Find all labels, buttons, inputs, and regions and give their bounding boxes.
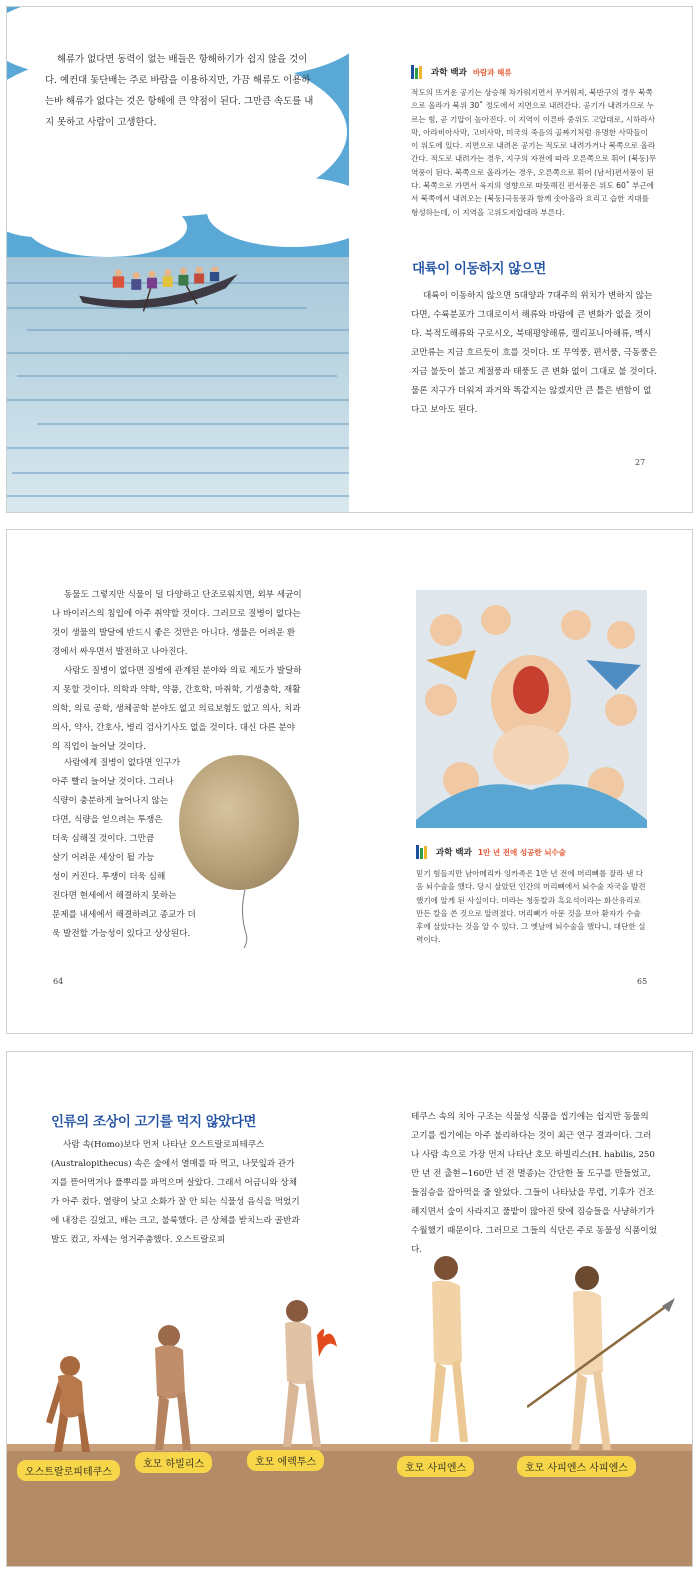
page-number-left: 64 (53, 977, 64, 986)
science-box-label: 과학 백과 (436, 848, 472, 858)
science-box-subtitle: 바람과 해류 (472, 67, 512, 77)
books-icon (416, 845, 430, 859)
homo-erectus-figure-icon (257, 1297, 347, 1457)
page-number-right: 65 (637, 977, 648, 986)
books-icon (411, 65, 425, 79)
science-box-text: 적도의 뜨거운 공기는 상승해 차가워지면서 무거워져, 북반구의 경우 북쪽으로 올라가 북위 30˚ 정도에서 지면으로 내려간다. 공기가 내려가므로 누르는 힘, 곧 기압이 높아진다. 이 지역이 이른바 중위도 고압대로, 시하라사막, 아라비아사막, 고비사막, 미국의 죽음의 골짜기처럼 유명한 사막들이 이 위도에 있다. 지면으로 내려온 공기는 적도로 내려가거나 북쪽으로 올라간다. 적도로 내려가는 경우, 지구의 자전에 따라 오른쪽으로 휘어 (북동)무역풍이 된다. 북쪽으로 올라가는 경우, 오른쪽으로 휘어 (남서)편서풍이 된다. 북쪽으로 가면서 육지의 영향으로 따뜻해진 편서풍은 위도 60˚ 부근에서 북쪽에서 내려오는 (북동)극동풍과 함께 솟아올라 흐리고 습한 지대를 형성하는데, 이 지역을 고위도저압대라 부른다. (411, 88, 657, 217)
continents-body: 대륙이 이동하지 않으면 5대양과 7대주의 위치가 변하지 않는다면, 수륙분포가 그대로이서 해류와 바람에 큰 변화가 없을 것이다. 북적도해류와 구로시오, 북태평양해류, 캘리포니아해류, 멕시코만류는 지금 흐르듯이 흐를 것이다. 또 무역풍, 편서풍, 극동풍은 지금 불듯이 불고 계절풍과 태풍도 큰 변화 없이 그대로 불 것이다. 물론 지구가 더워져 과거와 똑같지는 않겠지만 큰 틀은 변함이 없다고 보아도 된다. (411, 291, 657, 415)
label-homo-sapiens-sapiens: 호모 사피엔스 사피엔스 (517, 1456, 636, 1477)
science-box-wind (411, 65, 657, 219)
sea-caption-text: 해류가 없다면 동력이 없는 배들은 항해하기가 쉽지 않을 것이다. 예컨대 돛단배는 주로 바람을 이용하지만, 가끔 해류도 이용하는바 해류가 없다는 것은 항해에 큰 약점이 된다. 그만큼 속도를 내지 못하고 사람이 고생한다. (45, 54, 314, 128)
rowboat-icon (47, 267, 272, 317)
homo-habilis-figure-icon (127, 1322, 207, 1457)
population-text: 사람에게 질병이 없다면 인구가 아주 빨리 늘어날 것이다. 그러나 식량이 충분하게 늘어나지 않는 다면, 식량을 얻으려는 투쟁은 더욱 심해질 것이다. 그만큼 살기 어려운 세상이 될 가능 성이 커진다. 투쟁이 더욱 심해 진다면 현세에서 해결하지 못하는 문제를 내세에서 해결하려고 종교가 더 욱 발전할 가능성이 있다고 상상된다. (52, 758, 196, 939)
crowd-operation-illustration (416, 590, 647, 828)
label-australopithecus: 오스트랄로피테쿠스 (17, 1460, 120, 1481)
crowd-balloon-illustration (179, 755, 299, 890)
homo-sapiens-figure-icon (402, 1252, 492, 1452)
page-number: 27 (635, 458, 646, 467)
rowboat-sea-illustration (7, 7, 349, 512)
disease-body-left: 동물도 그렇지만 식물이 덜 다양하고 단조로워지면, 외부 세균이나 바이러스의 침입에 아주 취약할 것이다. 그러므로 질병이 없다는 것이 생물의 발달에 반드시 좋은 것만은 아니다. 생물은 어려운 환경에서 싸우면서 발전하고 나아진다. 사람도 질병이 없다면 질병에 관계된 분야와 의료 제도가 발달하지 못할 것이다. 의학과 약학, 약품, 간호학, 마취학, 기생충학, 재활 의학, 의료 공학, 생체공학 분야도 없고 의료보험도 없고 의사, 치과의사, 약사, 간호사, 병리 검사기사도 없을 것이다. 대신 다른 분야의 직업이 늘어날 것이다. (52, 590, 302, 752)
science-box-label: 과학 백과 (431, 68, 467, 78)
section-title-continents: 대륙이 이동하지 않으면 (412, 261, 546, 277)
science-box-header (411, 65, 657, 79)
book-spread-1 (6, 6, 693, 513)
label-homo-habilis: 호모 하빌리스 (135, 1452, 212, 1473)
book-spread-3 (6, 1051, 693, 1567)
ancestors-body-right: 테쿠스 속의 치아 구조는 식물성 식품을 씹기에는 쉽지만 동물의 고기를 씹기에는 아주 불리하다는 것이 최근 연구 결과이다. 그러나 사람 속으로 가장 먼저 나타난 호모 하빌리스(H. habilis, 250만 년 전 출현~160만 년 전 멸종)는 간단한 돌 도구를 만들었고, 들짐승을 잡아먹을 줄 알았다. 그들이 나타났을 무렵, 기후가 건조해지면서 숲이 사라지고 풀밭이 많아진 탓에 짐승들을 사냥하기가 수월했기 때문이다. 그러므로 그들의 식단은 주로 동물성 식품이었다. (411, 1112, 657, 1255)
section-title-ancestors: 인류의 조상이 고기를 먹지 않았다면 (51, 1114, 256, 1130)
book-spread-2 (6, 529, 693, 1034)
science-box-header (416, 845, 647, 859)
science-box-text: 믿기 힘들지만 남아메리카 잉카족은 1만 년 전에 머리뼈를 잘라 낸 다음 뇌수술을 했다. 당시 살았던 인간의 머리뼈에서 뇌수술 자국을 발견했기에 알게 된 사실이다. 미라는 청동칼과 흑요석이라는 화산유리로 만든 칼을 쓴 것으로 알려졌다. 머리뼈가 아문 것을 보아 환자가 수술 후에 살았다는 것을 알 수 있다. 그 옛날에 뇌수술을 했다니, 대단한 실력이다. (416, 869, 646, 945)
ancestors-body-left: 사람 속(Homo)보다 먼저 나타난 오스트랄로피테쿠스(Australopithecus) 속은 숲에서 열매를 따 먹고, 나뭇잎과 관가지를 뜯어먹거나 풀뿌리를 파먹으며 살았다. 그래서 어금니와 상체가 아주 컸다. 열량이 낮고 소화가 잘 안 되는 식물성 음식을 먹었기에 내장은 길었고, 배는 크고, 불룩했다. 큰 상체를 받치느라 골반과 발도 컸고, 자세는 엉거주춤했다. 오스트랄로피 (51, 1140, 300, 1245)
balloon-string-icon (235, 890, 255, 950)
label-homo-erectus: 호모 에렉투스 (247, 1450, 324, 1471)
science-box-brain (416, 845, 647, 947)
science-box-subtitle: 1만 년 전에 성공한 뇌수술 (477, 847, 566, 857)
australopithecus-figure-icon (32, 1352, 102, 1462)
homo-sapiens-sapiens-figure-icon (527, 1262, 677, 1457)
label-homo-sapiens: 호모 사피엔스 (397, 1456, 474, 1477)
